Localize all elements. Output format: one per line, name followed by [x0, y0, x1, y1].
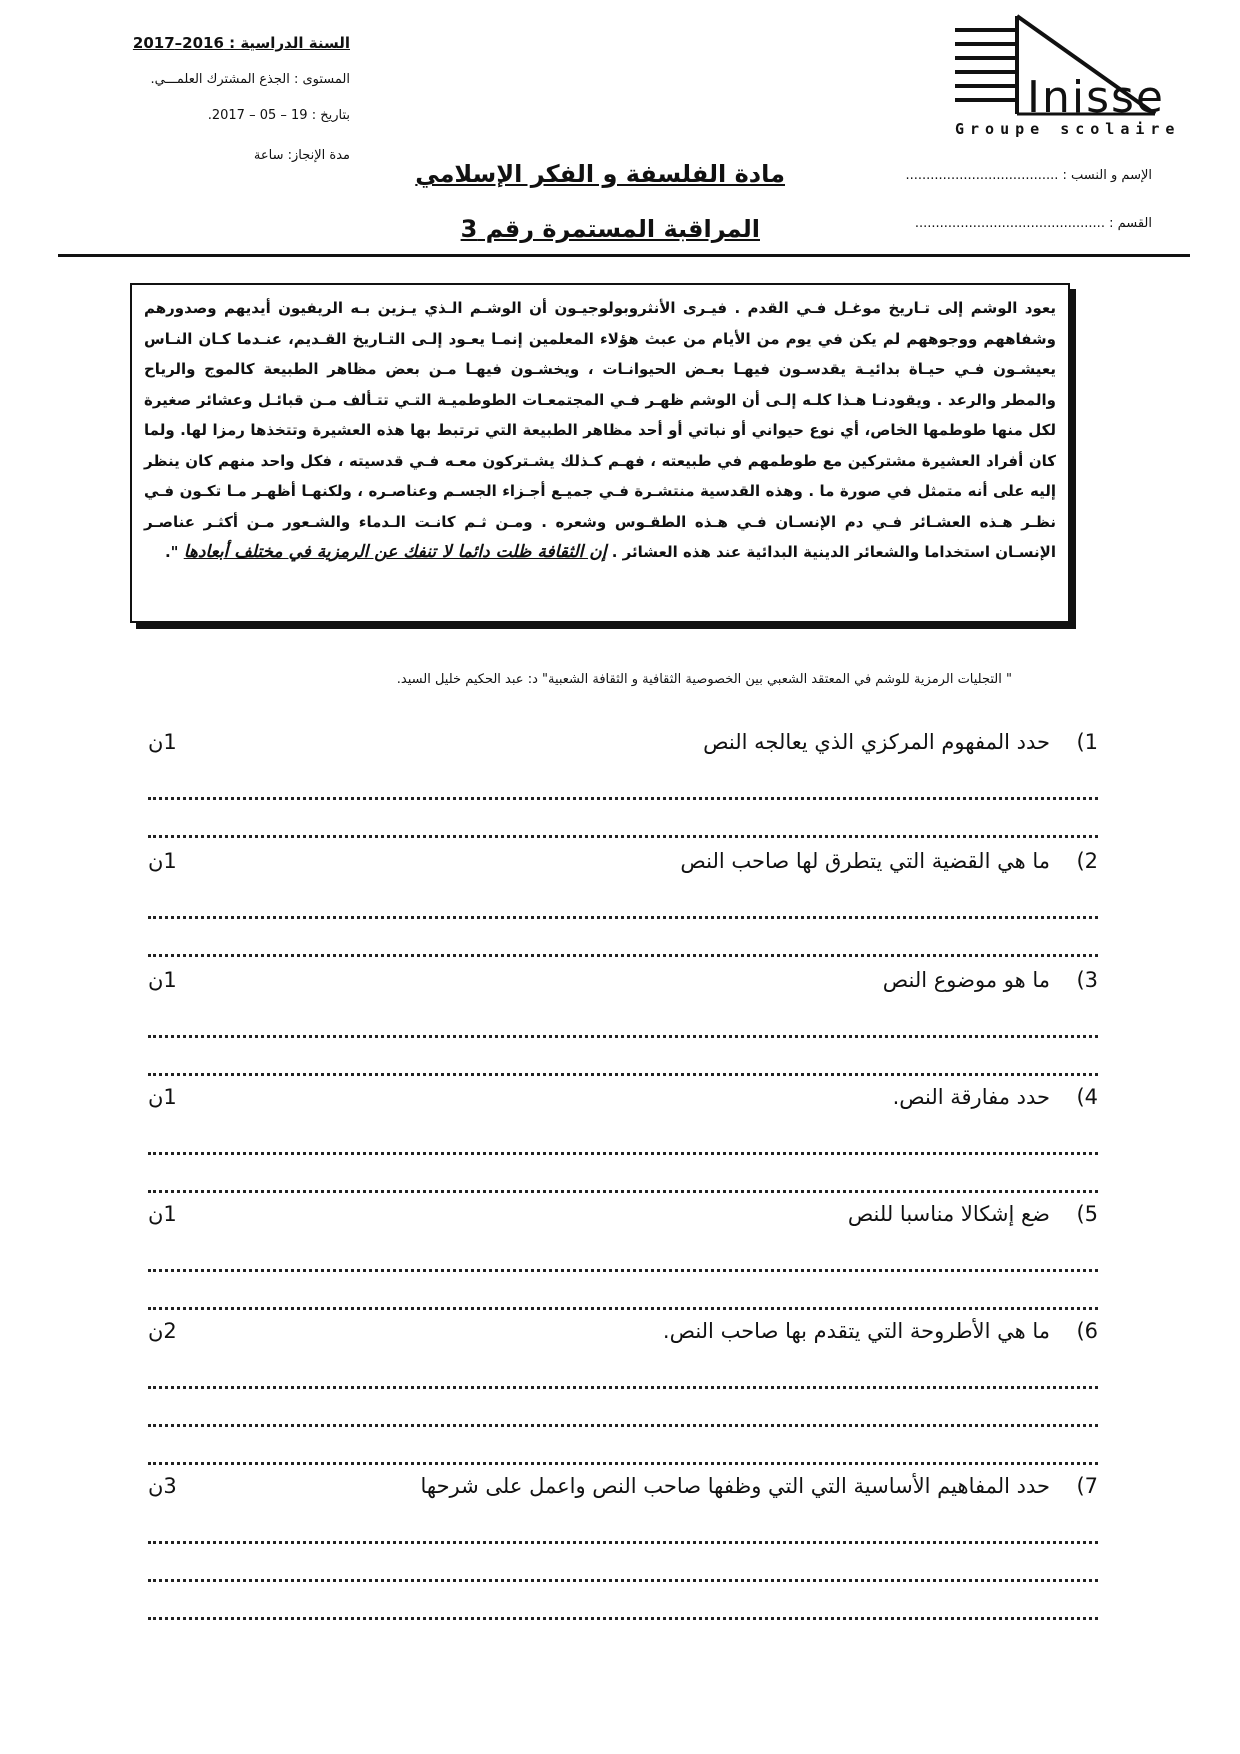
question-text: حدد المفاهيم الأساسية التي التي وظفها صاحب النص واعمل على شرحها	[420, 1474, 1050, 1498]
question-points: 2ن	[148, 1319, 177, 1343]
question-3	[148, 966, 1098, 1082]
question-text: ضع إشكالا مناسبا للنص	[847, 1202, 1050, 1226]
answer-line[interactable]	[148, 806, 1098, 844]
question-points: 1ن	[148, 1202, 177, 1226]
question-number: (1	[1076, 730, 1098, 754]
question-1	[148, 728, 1098, 844]
answer-line[interactable]	[148, 1550, 1098, 1588]
question-2	[148, 847, 1098, 963]
exam-title: المراقبة المستمرة رقم 3	[460, 215, 760, 243]
school-year: السنة الدراسية : 2016–2017	[132, 34, 350, 52]
question-points: 1ن	[148, 849, 177, 873]
passage-text	[144, 293, 1056, 568]
answer-line[interactable]	[148, 1395, 1098, 1433]
answer-line[interactable]	[148, 1161, 1098, 1199]
question-points: 1ن	[148, 968, 177, 992]
exam-date: بتاريخ : 19 – 05 – 2017.	[207, 108, 350, 123]
answer-line[interactable]	[148, 1433, 1098, 1471]
question-number: (4	[1076, 1085, 1098, 1109]
question-7	[148, 1472, 1098, 1626]
logo-tagline: Groupe scolaire	[955, 120, 1181, 138]
passage-box	[130, 283, 1070, 623]
answer-line[interactable]	[148, 1006, 1098, 1044]
passage-body: يعود الوشم إلى تـاريخ موغـل فـي القدم . فيـرى الأنثروبولوجيـون أن الوشـم الـذي يـزين بـه الريفيون أيديهم وصدورهم وشفاههم ووجوههم لم يكن في يوم من الأيام من عبث هؤلاء المعلمين إنمـا يعـود إلـى التـاريخ القـديم، عنـدما كـان النـاس يعيشـون فـي حيـاة بدائيـة يقدسـون فيهـا بعـض الحيوانـات ، ويخشـون فيهـا مـن بعض مظاهر الطبيعة كالموج والرياح والمطر والرعد . ويقودنـا هـذا كلـه إلـى أن الوشم ظهـر فـي المجتمعـات الطوطميـة التـي تتـألف مـن قبائـل وعشائر صغيرة لكل منها طوطمها الخاص، أي نوع حيواني أو نباتي أو أحد مظاهر الطبيعة التي ترتبط بها هذه العشيرة وتتخذها رمزا لها. ولما كان أفراد العشيرة مشتركين مع طوطمهم في طبيعته ، فهـم كـذلك يشـتركون معـه فـي قدسيته ، فكل واحد منهم كان ينظر إليه على أنه متمثل في صورة ما . وهذه القدسية منتشـرة فـي جميـع أجـزاء الجسـم وعناصـره ، ولكنهـا أظهـر مـا تكـون فـي نظـر هـذه العشـائر فـي دم الإنسـان فـي هـذه الطقـوس وشعره . ومـن ثـم كانـت الـدماء والشـعور مـن أكثـر عناصـر الإنسـان استخداما والشعائر الدينية البدائية عند هذه العشائر .	[144, 299, 1056, 561]
answer-line[interactable]	[148, 1588, 1098, 1626]
question-text: ما هي الأطروحة التي يتقدم بها صاحب النص.	[662, 1319, 1050, 1343]
question-text: ما هي القضية التي يتطرق لها صاحب النص	[680, 849, 1050, 873]
logo-name: Inisse	[1027, 72, 1166, 123]
question-number: (5	[1076, 1202, 1098, 1226]
school-logo	[955, 14, 1195, 136]
question-text: حدد المفهوم المركزي الذي يعالجه النص	[703, 730, 1050, 754]
answer-line[interactable]	[148, 1240, 1098, 1278]
level: المستوى : الجذع المشترك العلمـــي.	[150, 72, 350, 87]
name-field[interactable]: الإسم و النسب : .....................................	[905, 168, 1152, 183]
passage-emphasis: إن الثقافة ظلت دائما لا تنفك عن الرمزية في مختلف أبعادها	[183, 542, 607, 562]
question-number: (3	[1076, 968, 1098, 992]
question-text: حدد مفارقة النص.	[892, 1085, 1050, 1109]
question-points: 1ن	[148, 1085, 177, 1109]
question-number: (2	[1076, 849, 1098, 873]
passage-closing-quote: ".	[164, 543, 184, 561]
header-divider	[58, 254, 1190, 257]
question-points: 3ن	[148, 1474, 177, 1498]
answer-line[interactable]	[148, 1123, 1098, 1161]
question-points: 1ن	[148, 730, 177, 754]
question-text: ما هو موضوع النص	[882, 968, 1050, 992]
answer-line[interactable]	[148, 887, 1098, 925]
answer-line[interactable]	[148, 1278, 1098, 1316]
question-5	[148, 1200, 1098, 1316]
answer-line[interactable]	[148, 768, 1098, 806]
answer-line[interactable]	[148, 925, 1098, 963]
subject-title: مادة الفلسفة و الفكر الإسلامي	[415, 160, 785, 188]
question-4	[148, 1083, 1098, 1199]
answer-line[interactable]	[148, 1357, 1098, 1395]
question-number: (6	[1076, 1319, 1098, 1343]
passage-source: " التجليات الرمزية للوشم في المعتقد الشعبي بين الخصوصية الثقافية و الثقافة الشعبية" د: عبد الحكيم خليل السيد.	[396, 672, 1012, 687]
answer-line[interactable]	[148, 1044, 1098, 1082]
question-6	[148, 1317, 1098, 1471]
exam-duration: مدة الإنجاز: ساعة	[253, 148, 350, 163]
question-number: (7	[1076, 1474, 1098, 1498]
answer-line[interactable]	[148, 1512, 1098, 1550]
class-field[interactable]: القسم : ..............................................	[914, 216, 1152, 231]
